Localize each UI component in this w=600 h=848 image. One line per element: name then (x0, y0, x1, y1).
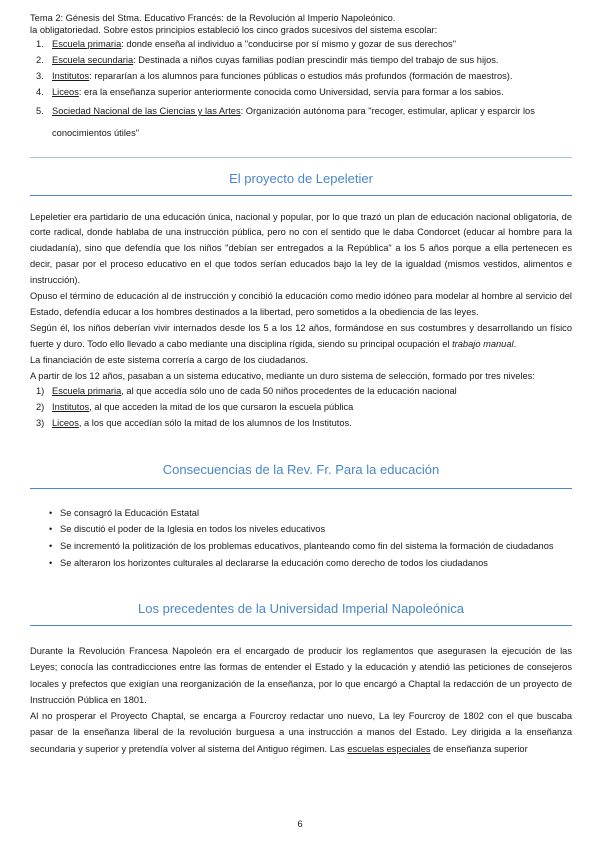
paragraph: Al no prosperar el Proyecto Chaptal, se encarga a Fourcroy redactar uno nuevo, La ley Fourcroy de 1802 con el que buscaba pasar de la enseñanza liberal de la revolución burguesa a una instrucción a manos del Estado. Ley dirigida a la enseñanza secundaria y superior y pretendía volver al sistema del Antiguo régimen. Las escuelas especiales de enseñanza superior (30, 711, 572, 754)
precedentes-body (30, 643, 572, 757)
list-item: 1. Escuela primaria: donde enseña al individuo a "conducirse por sí mismo y gozar de sus derechos" (36, 39, 457, 49)
list-item: 4. Liceos: era la enseñanza superior anteriormente conocida como Universidad, servía para formar a los sabios. (36, 87, 504, 97)
list-item: • Se alteraron los horizontes culturales al declararse la educación como derecho de todos los ciudadanos (30, 555, 572, 572)
list-item: 5. Sociedad Nacional de las Ciencias y las Artes: Organización autónoma para "recoger, estimular, aplicar y esparcir los conocimientos útiles" (36, 106, 535, 138)
header-line-1: Tema 2: Génesis del Stma. Educativo Francés: de la Revolución al Imperio Napoleónico. (30, 13, 396, 23)
document-page (30, 12, 572, 757)
levels-list (30, 384, 572, 432)
list-item: • Se incrementó la politización de los problemas educativos, planteando como fin del sistema la formación de ciudadanos (30, 538, 572, 555)
list-item: 1) Escuela primaria, al que accedía sólo uno de cada 50 niños procedentes de la educación nacional (36, 386, 457, 397)
section-heading-precedentes: Los precedentes de la Universidad Imperial Napoleónica (30, 599, 572, 627)
list-item: 2. Escuela secundaria: Destinada a niños cuyas familias podían prescindir más tiempo del trabajo de sus hijos. (36, 55, 499, 65)
bullet-icon: • (49, 524, 53, 535)
bullet-icon: • (49, 507, 53, 518)
lepeletier-body (30, 210, 572, 433)
paragraph: A partir de los 12 años, pasaban a un sistema educativo, mediante un duro sistema de selección, formado por tres niveles: (30, 370, 535, 381)
paragraph: La financiación de este sistema correría a cargo de los ciudadanos. (30, 354, 309, 365)
list-item: • Se consagró la Educación Estatal (30, 505, 572, 522)
bullet-icon: • (49, 557, 53, 568)
paragraph: Según él, los niños deberían vivir internados desde los 5 a los 12 años, formándose en sus costumbres y desarrollando un físico fuerte y duro. Todo ello llevado a cabo mediante una disciplina rígida, siendo su principal ocupación el trabajo manual. (30, 322, 572, 349)
section-heading-consecuencias: Consecuencias de la Rev. Fr. Para la educación (30, 460, 572, 489)
section-heading-lepeletier: El proyecto de Lepeletier (30, 157, 572, 196)
list-item: 3. Institutos: repararían a los alumnos para funciones públicas o estudios más profundos (formación de maestros). (36, 71, 513, 81)
list-item: • Se discutió el poder de la Iglesia en todos los niveles educativos (30, 521, 572, 538)
grades-list (30, 36, 572, 144)
paragraph: Durante la Revolución Francesa Napoleón era el encargado de producir los reglamentos que asegurasen la ejecución de las Leyes; conocía las contradicciones entre las formas de entender el Estado y la educación y atendió las peticiones de consejeros locales y prefectos que exigían una reorganización de la enseñanza, por lo que encargó a Chaptal la redacción de un proyecto de Instrucción Pública en 1801. (30, 646, 572, 705)
paragraph: Lepeletier era partidario de una educación única, nacional y popular, por lo que trazó un plan de educación nacional obligatoria, de corte radical, donde hablaba de una instrucción pública, pero no con el sentido que le daba Condorcet (educar al hombre para la ciudadanía), sino que defendía que los niños "debían ser entregados a la República" a los 5 años porque a ella pertenecen es decir, pasar por el proceso educativo en el que todos serían educados bajo la ley de la igualdad (mismos vestidos, alimentos e instrucción). (30, 211, 572, 286)
paragraph: Opuso el término de educación al de instrucción y concibió la educación como medio idóneo para modelar al hombre al servicio del Estado, defendía educar a los hombres destinados a la libertad, pero sometidos a la obediencia de las leyes. (30, 291, 572, 317)
bullet-icon: • (49, 541, 53, 552)
list-item: 2) Institutos, al que acceden la mitad de los que cursaron la escuela pública (36, 402, 354, 413)
header-line-2: la obligatoriedad. Sobre estos principios estableció los cinco grados sucesivos del sistema escolar: (30, 25, 438, 35)
consequences-list (30, 505, 572, 572)
page-number: 6 (297, 819, 303, 830)
list-item: 3) Liceos, a los que accedían sólo la mitad de los alumnos de los Institutos. (36, 418, 352, 429)
